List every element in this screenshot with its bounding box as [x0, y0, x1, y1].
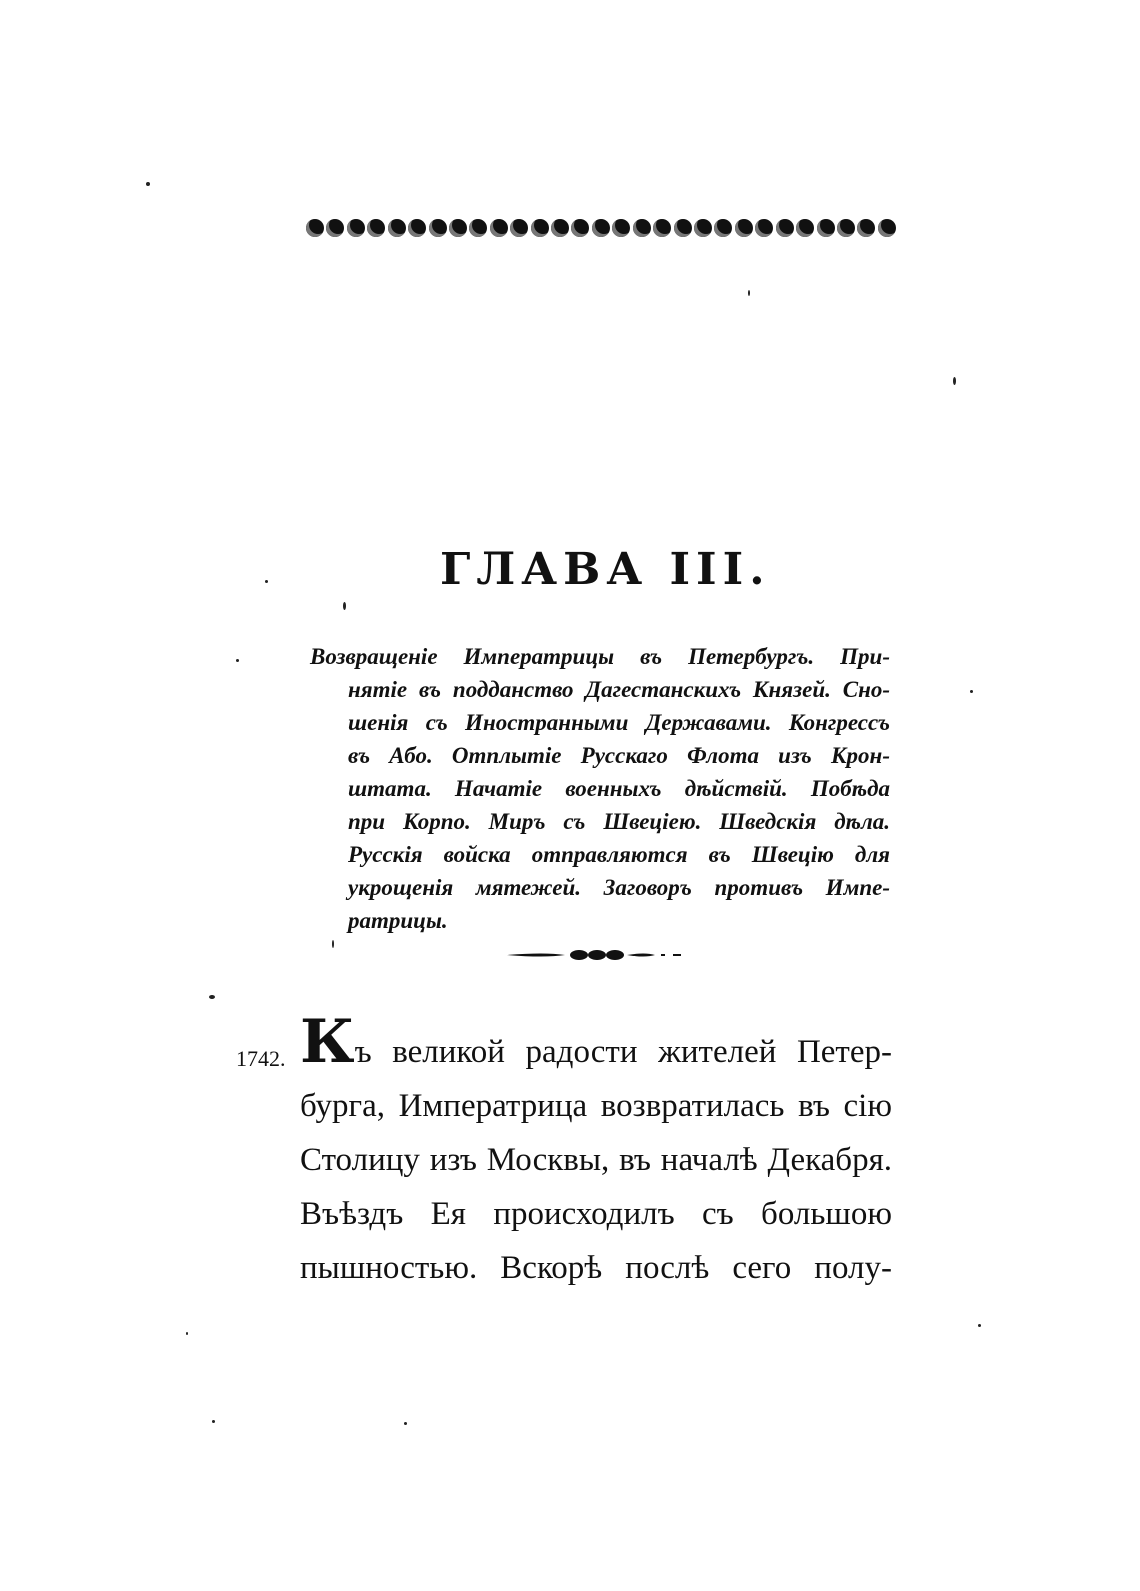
- print-speck: [748, 290, 750, 296]
- body-line: пышностью. Вскорѣ послѣ сего полу-: [300, 1250, 892, 1286]
- summary-line: Русскія войска отправляются въ Швецію для: [348, 842, 890, 867]
- print-speck: [265, 580, 268, 583]
- body-line: [300, 1007, 892, 1079]
- print-speck: [236, 659, 239, 662]
- print-speck: [209, 995, 215, 999]
- drop-cap: К: [300, 1007, 355, 1077]
- print-speck: [343, 602, 346, 610]
- print-speck: [146, 182, 150, 186]
- summary-line: ратрицы.: [348, 908, 448, 933]
- print-speck: [970, 690, 973, 693]
- print-speck: [332, 940, 334, 948]
- print-speck: [978, 1324, 981, 1327]
- body-first-line-text: ъ великой радости жителей Петер-: [354, 1034, 892, 1070]
- summary-line: въ Або. Отплытіе Русскаго Флота изъ Крон-: [348, 743, 890, 768]
- ornamental-border: [306, 213, 896, 243]
- print-speck: [953, 377, 956, 385]
- summary-line: укрощенія мятежей. Заговоръ противъ Импе-: [348, 875, 890, 900]
- print-speck: [404, 1422, 407, 1425]
- chapter-summary: [310, 640, 890, 937]
- summary-line: нятіе въ подданство Дагестанскихъ Князей. Сно-: [348, 677, 890, 702]
- body-line: Въѣздъ Ея происходилъ съ большою: [300, 1196, 892, 1232]
- chapter-title: ГЛАВА III.: [440, 544, 771, 595]
- summary-line: при Корпо. Миръ съ Швеціею. Шведскія дѣла.: [348, 809, 890, 834]
- margin-year: 1742.: [236, 1046, 286, 1071]
- summary-line: Возвращеніе Императрицы въ Петербургъ. При-: [310, 644, 890, 669]
- print-speck: [212, 1420, 215, 1423]
- body-line: бурга, Императрица возвратилась въ сію: [300, 1088, 892, 1124]
- body-text: [300, 1007, 892, 1295]
- summary-line: шенія съ Иностранными Державами. Конгрессъ: [348, 710, 890, 735]
- summary-line: штата. Начатіе военныхъ дѣйствій. Побѣда: [348, 776, 890, 801]
- body-line: Столицу изъ Москвы, въ началѣ Декабря.: [300, 1142, 892, 1178]
- ornamental-divider: [505, 947, 685, 963]
- print-speck: [186, 1332, 188, 1335]
